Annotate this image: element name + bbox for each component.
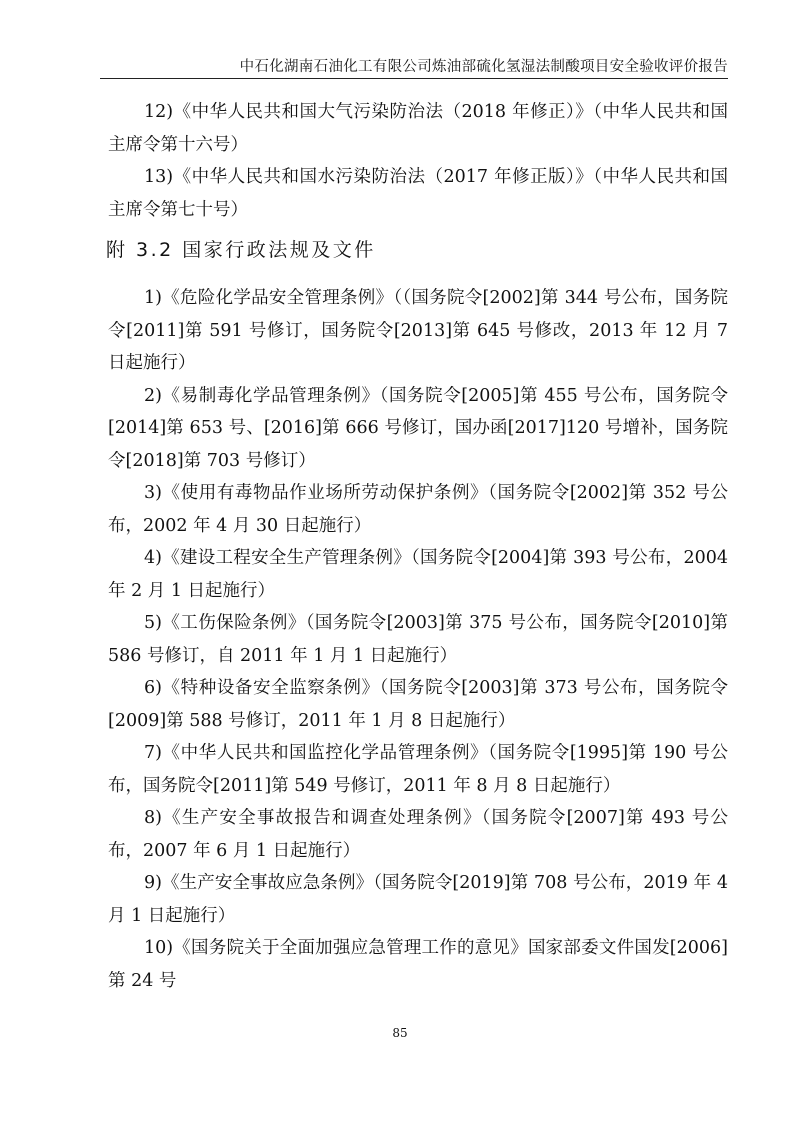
header-rule	[100, 78, 728, 79]
section-heading: 附 3.2 国家行政法规及文件	[106, 239, 376, 261]
list-item: 6)《特种设备安全监察条例》（国务院令[2003]第 373 号公布，国务院令[2009]第 588 号修订，2011 年 1 月 8 日起施行）	[108, 678, 728, 731]
list-item: 7)《中华人民共和国监控化学品管理条例》（国务院令[1995]第 190 号公布，国务院令[2011]第 549 号修订，2011 年 8 月 8 日起施行）	[108, 743, 728, 796]
list-item: 8)《生产安全事故报告和调查处理条例》（国务院令[2007]第 493 号公布，2007 年 6 月 1 日起施行）	[108, 808, 728, 861]
list-item: 12)《中华人民共和国大气污染防治法（2018 年修正）》（中华人民共和国主席令第十六号）	[108, 102, 728, 155]
document-body	[108, 96, 728, 997]
list-item: 9)《生产安全事故应急条例》（国务院令[2019]第 708 号公布，2019 年 4 月 1 日起施行）	[108, 873, 728, 926]
list-item: 1)《危险化学品安全管理条例》（（国务院令[2002]第 344 号公布，国务院令[2011]第 591 号修订，国务院令[2013]第 645 号修改，2013 年 12 月 7 日起施行）	[108, 288, 728, 373]
list-item: 13)《中华人民共和国水污染防治法（2017 年修正版）》（中华人民共和国主席令第七十号）	[108, 167, 728, 220]
list-item: 10)《国务院关于全面加强应急管理工作的意见》国家部委文件国发[2006]第 24 号	[108, 938, 728, 991]
list-item: 4)《建设工程安全生产管理条例》（国务院令[2004]第 393 号公布，2004 年 2 月 1 日起施行）	[108, 548, 728, 601]
page-number: 85	[392, 1026, 408, 1040]
list-item: 3)《使用有毒物品作业场所劳动保护条例》（国务院令[2002]第 352 号公布，2002 年 4 月 30 日起施行）	[108, 483, 728, 536]
list-item: 2)《易制毒化学品管理条例》（国务院令[2005]第 455 号公布，国务院令[2014]第 653 号、[2016]第 666 号修订，国办函[2017]120 号增补，国务院令[2018]第 703 号修订）	[108, 385, 728, 471]
list-item: 5)《工伤保险条例》（国务院令[2003]第 375 号公布，国务院令[2010]第 586 号修订，自 2011 年 1 月 1 日起施行）	[108, 613, 728, 666]
page-header: 中石化湖南石油化工有限公司炼油部硫化氢湿法制酸项目安全验收评价报告	[239, 59, 728, 75]
